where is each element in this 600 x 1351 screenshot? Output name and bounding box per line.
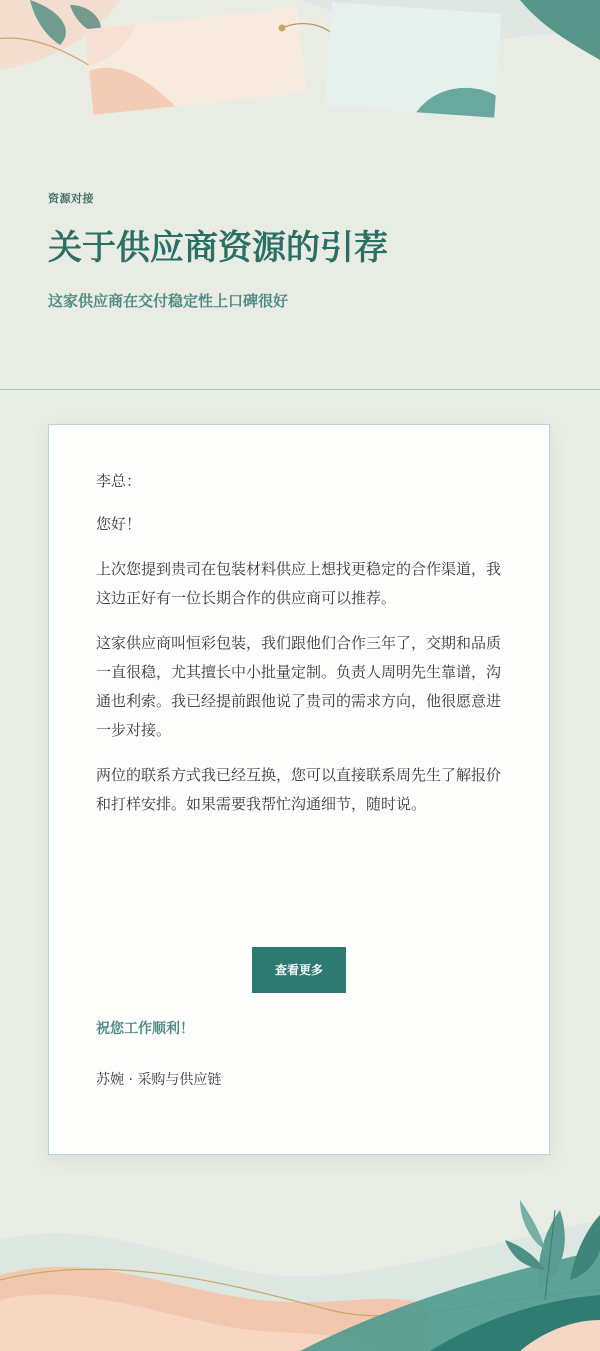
view-more-button[interactable]: 查看更多 (252, 947, 346, 993)
paragraph: 上次您提到贵司在包装材料供应上想找更稳定的合作渠道，我这边正好有一位长期合作的供应商可以推荐。 (96, 560, 502, 607)
letter-body (96, 467, 506, 835)
paragraph: 两位的联系方式我已经互换，您可以直接联系周先生了解报价和打样安排。如果需要我帮忙沟通细节，随时说。 (96, 766, 502, 813)
header (0, 0, 600, 390)
paragraph: 这家供应商叫恒彩包装，我们跟他们合作三年了，交期和品质一直很稳，尤其擅长中小批量定制。负责人周明先生靠谱，沟通也利索。我已经提前跟他说了贵司的需求方向，他很愿意进一步对接。 (96, 634, 502, 739)
letter-card (48, 424, 550, 1155)
signature: 苏婉 · 采购与供应链 (96, 1072, 222, 1088)
salutation: 李总： (96, 472, 142, 490)
cta-container (49, 947, 549, 993)
header-divider (0, 389, 600, 390)
page-title: 关于供应商资源的引荐 (48, 228, 388, 268)
closing-line: 祝您工作顺利！ (96, 1021, 194, 1037)
page-subtitle: 这家供应商在交付稳定性上口碑很好 (48, 292, 289, 310)
greeting: 您好！ (96, 515, 142, 533)
footer-illustration (0, 1180, 600, 1351)
eyebrow-label: 资源对接 (48, 192, 94, 205)
